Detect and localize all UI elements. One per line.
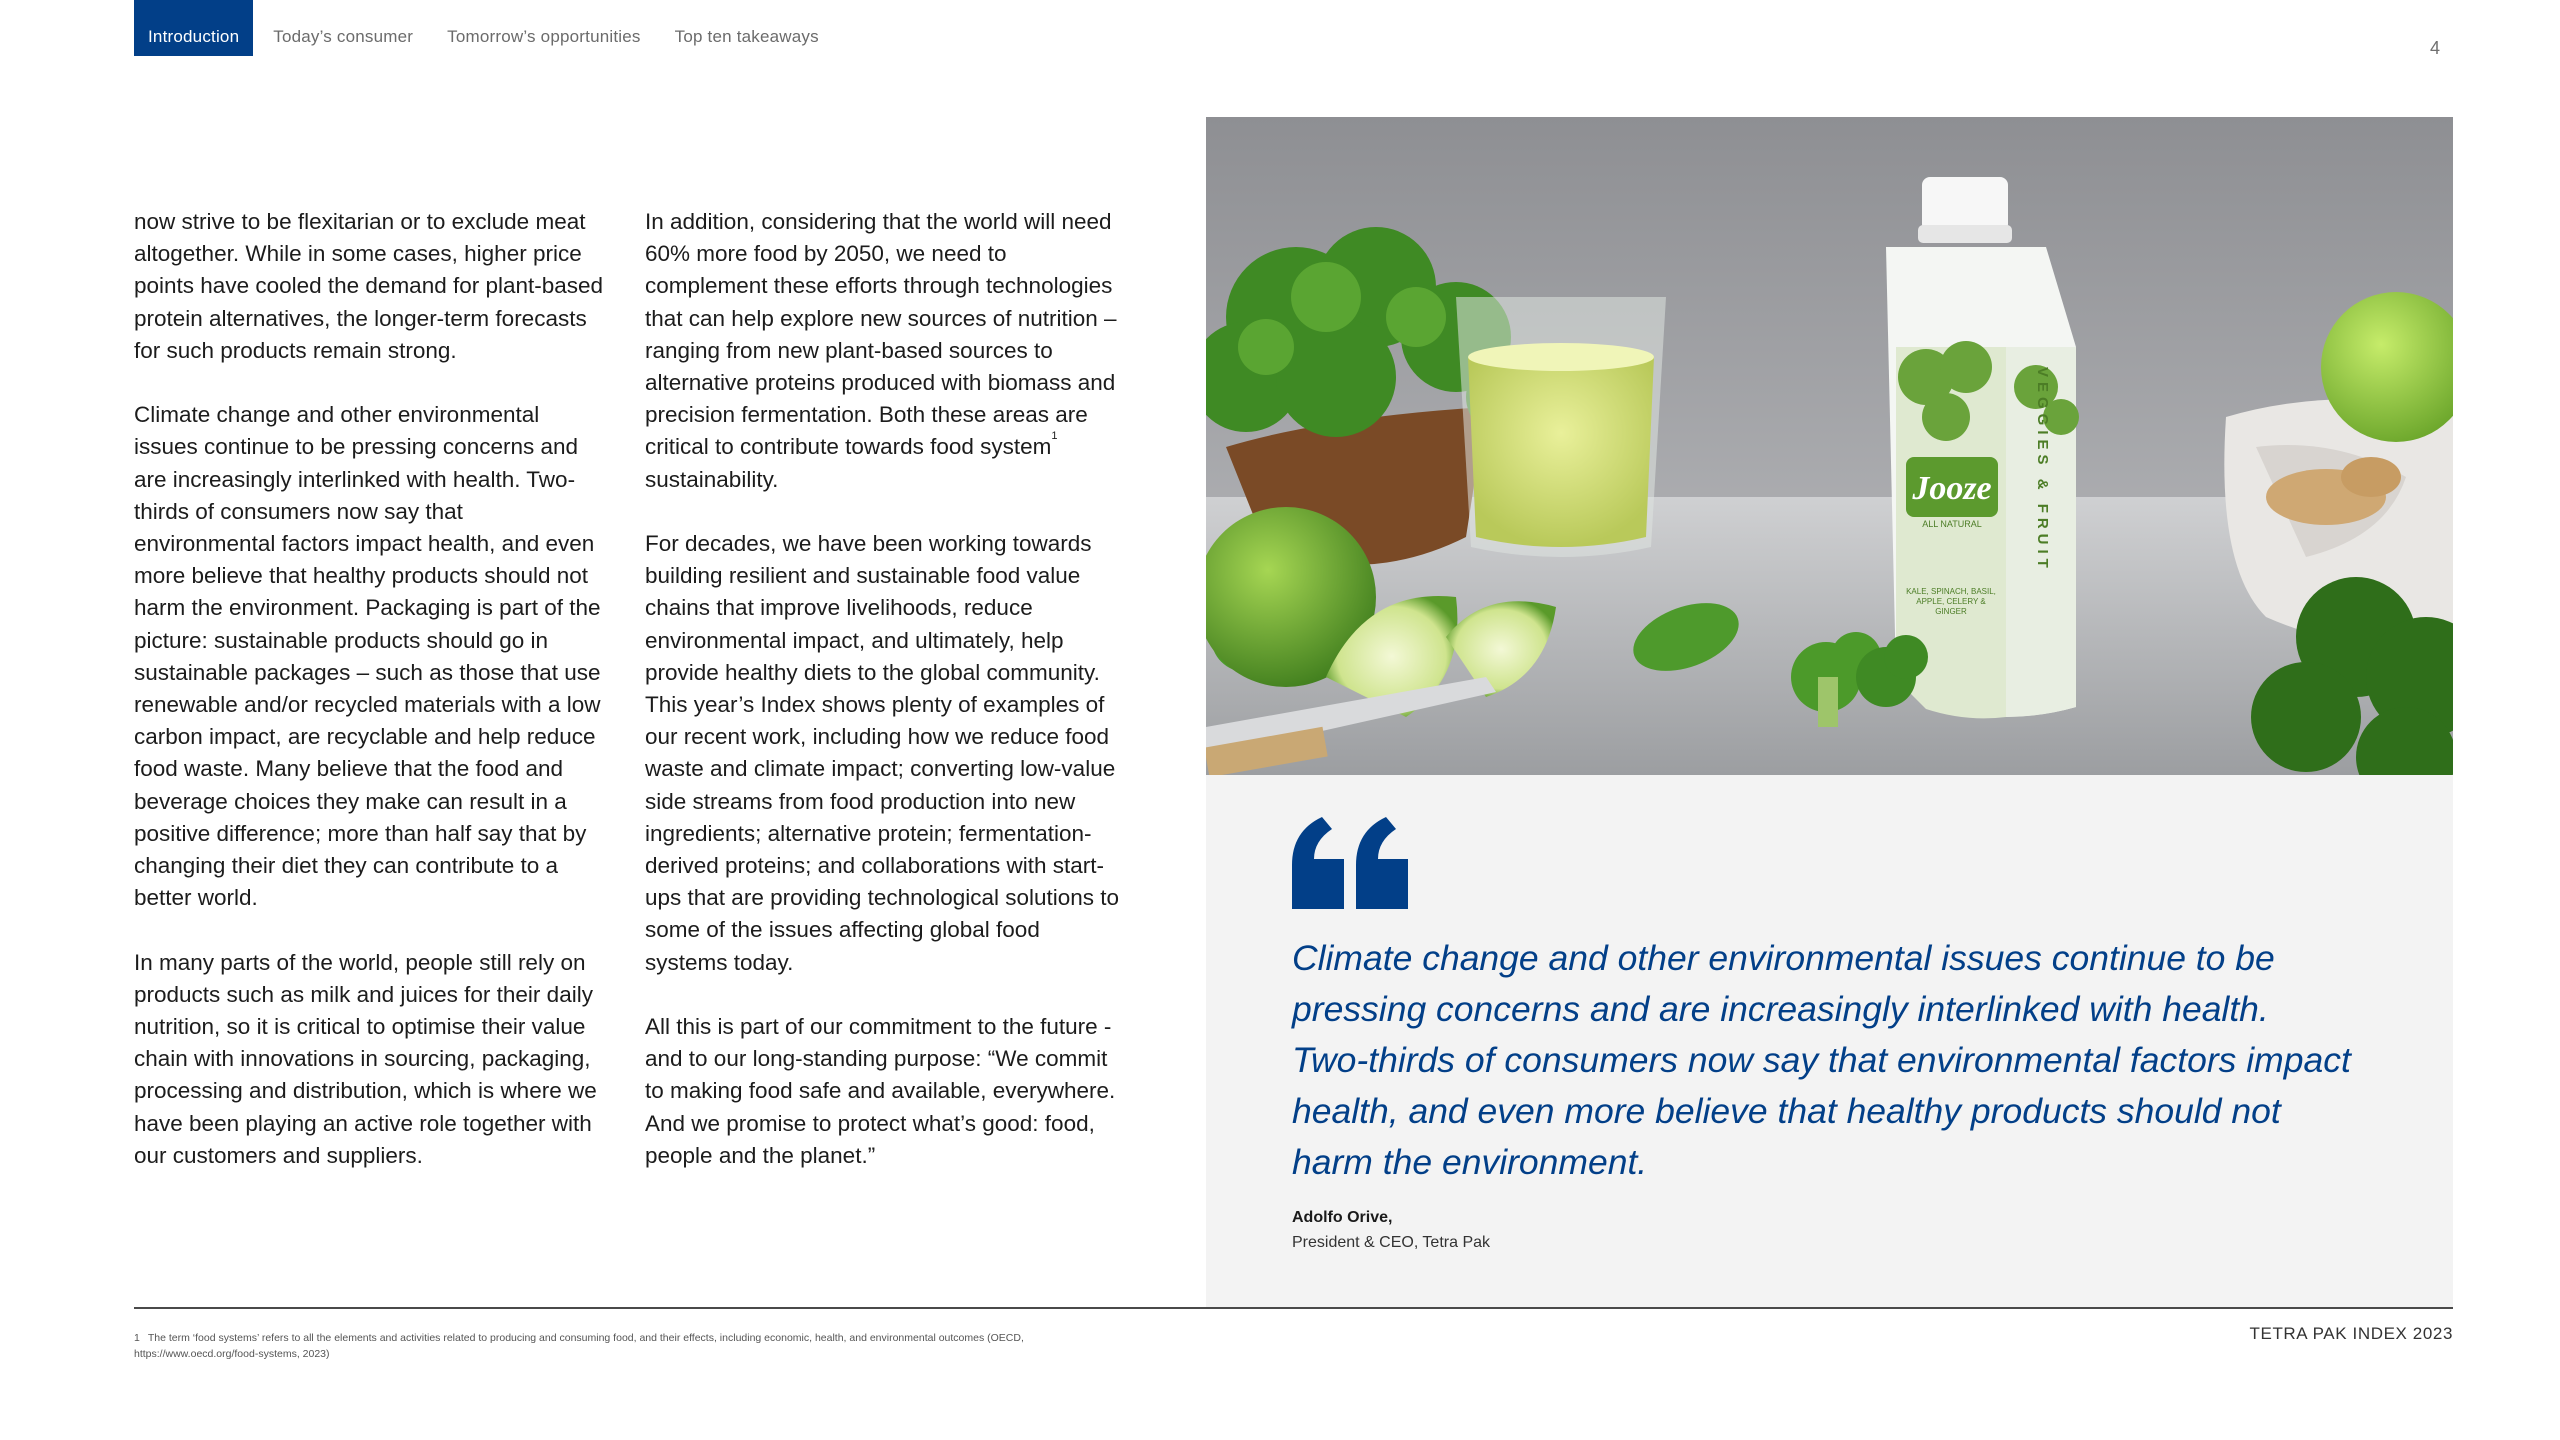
footer-divider [134,1307,2453,1309]
quote-author-role: President & CEO, Tetra Pak [1292,1234,1491,1251]
top-navigation [134,0,839,56]
footnote-text: The term ‘food systems’ refers to all the elements and activities related to producing and consuming food, and their effects, including economic, health, and environmental outcomes (OECD, https://www.oecd.org/food-systems, 2023) [134,1332,1024,1360]
carton-brand-text: Jooze [1912,470,1992,507]
carton-subtitle: ALL NATURAL [1922,519,1982,529]
quote-author: Adolfo Orive, [1292,1209,1393,1226]
carton-ingredients: KALE, SPINACH, BASIL, APPLE, CELERY & GINGER [1906,587,1996,616]
paragraph: For decades, we have been working towards building resilient and sustainable food value chains that improve livelihoods, reduce environmental impact, and ultimately, help provide healthy diets to the global community. This year’s Index shows plenty of examples of our recent work, including how we reduce food waste and climate impact; converting low-value side streams from food production into new ingredients; alternative protein; fermentation-derived proteins; and collaborations with start-ups that are providing technological solutions to some of the issues affecting global food systems today. [645,531,1120,975]
footnote-reference[interactable]: 1 [1051,430,1058,443]
paragraph-text: In addition, considering that the world will need 60% more food by 2050, we need to complement these efforts through technologies that can help explore new sources of nutrition – ranging from new plant-based sources to alternative proteins produced with biomass and precision fermentation. Both these areas are critical to contribute towards food system [645,209,1117,460]
paragraph: In many parts of the world, people still rely on products such as milk and juices for their daily nutrition, so it is critical to optimise their value chain with innovations in sourcing, packaging, processing and distribution, which is where we have been playing an active role together with our customers and suppliers. [134,949,597,1168]
paragraph: now strive to be flexitarian or to exclude meat altogether. While in some cases, higher price points have cooled the demand for plant-based protein alternatives, the longer-term forecasts for such products remain strong. [134,209,604,363]
tab-tomorrows-opportunities[interactable]: Tomorrow’s opportunities [447,27,641,46]
paragraph [645,206,1125,496]
pull-quote: Climate change and other environmental issues continue to be pressing concerns and are increasingly interlinked with health. Two-thirds of consumers now say that environmental factors impact health, and even more believe that healthy products should not harm the environment. [1292,938,2351,1182]
footnote [134,1330,1034,1362]
tab-top-ten-takeaways[interactable]: Top ten takeaways [674,27,819,46]
carton-vertical-text: VEGGIES & FRUIT [2034,367,2051,573]
tab-todays-consumer[interactable]: Today’s consumer [273,27,414,46]
paragraph: All this is part of our commitment to the future - and to our long-standing purpose: “We commit to making food safe and available, everywhere. And we promise to protect what’s good: food, people and the planet.” [645,1014,1116,1168]
product-photo [1206,117,2453,775]
page-number: 4 [2429,38,2440,58]
product-photo-illustration [1206,117,2453,775]
tab-introduction[interactable]: Introduction [134,0,253,56]
paragraph: Climate change and other environmental issues continue to be pressing concerns and are increasingly interlinked with health. Two-thirds of consumers now say that environmental factors impact health, and even more believe that healthy products should not harm the environment. Packaging is part of the picture: sustainable products should go in sustainable packages – such as those that use renewable and/or recycled materials with a low carbon impact, are recyclable and help reduce food waste. Many believe that the food and beverage choices they make can result in a positive difference; more than half say that by changing their diet they can contribute to a better world. [134,402,601,911]
quote-panel [1206,775,2453,1307]
quote-mark-icon [1292,817,1410,913]
body-column-right [645,206,1125,1204]
body-column-left [134,206,604,1204]
footnote-number: 1 [134,1332,140,1344]
report-brand: TETRA PAK INDEX 2023 [2249,1324,2453,1343]
paragraph-text: sustainability. [645,466,779,492]
